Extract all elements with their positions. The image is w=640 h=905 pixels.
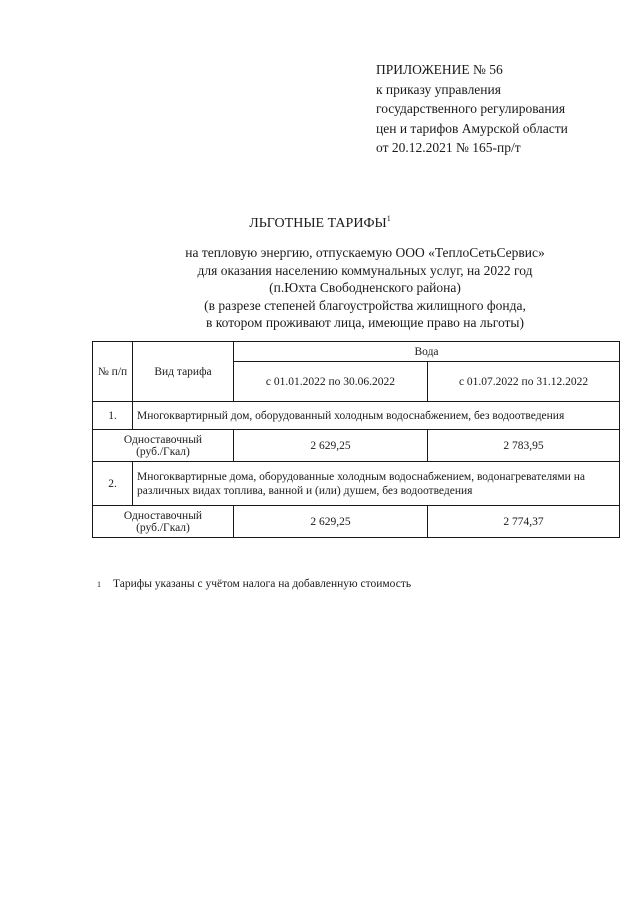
tariff-label: Одноставочный [123, 509, 203, 522]
document-title-text: ЛЬГОТНЫЕ ТАРИФЫ [249, 216, 387, 231]
title-footnote-mark: 1 [386, 214, 391, 223]
footnote-text: Тарифы указаны с учётом налога на добавленную стоимость [113, 578, 412, 590]
document-subtitle [140, 244, 590, 332]
header-period-1: с 01.01.2022 по 30.06.2022 [234, 362, 428, 402]
row-num: 2. [93, 462, 133, 506]
footnote [97, 578, 411, 590]
document-title [0, 214, 640, 232]
tariff-table [92, 341, 620, 538]
table-header-row [93, 342, 620, 362]
header-tariff-type: Вид тарифа [133, 342, 234, 402]
header-period-2: с 01.07.2022 по 31.12.2022 [428, 362, 620, 402]
tariff-label: Одноставочный [123, 433, 203, 446]
table-row [93, 462, 620, 506]
table-row [93, 402, 620, 430]
subtitle-line: на тепловую энергию, отпускаемую ООО «ТеплоСетьСервис» [185, 245, 545, 260]
appendix-line: ПРИЛОЖЕНИЕ № 56 [376, 62, 503, 77]
header-num: № п/п [93, 342, 133, 402]
tariff-value: 2 629,25 [234, 430, 428, 462]
subtitle-line: (п.Юхта Свободненского района) [269, 280, 461, 295]
table-row [93, 430, 620, 462]
appendix-block [376, 60, 568, 158]
tariff-unit: (руб./Гкал) [136, 521, 190, 534]
header-water: Вода [234, 342, 620, 362]
subtitle-line: (в разрезе степеней благоустройства жилищного фонда, [204, 297, 526, 313]
tariff-label-cell [93, 430, 234, 462]
tariff-value: 2 774,37 [428, 506, 620, 538]
tariff-label-cell [93, 506, 234, 538]
row-description: Многоквартирные дома, оборудованные холодным водоснабжением, водонагревателями на различных видах топлива, ванной и (или) душем, без водоотведения [133, 462, 620, 506]
subtitle-line: для оказания населению коммунальных услуг, на 2022 год [197, 262, 533, 278]
tariff-unit: (руб./Гкал) [136, 445, 190, 458]
appendix-line: от 20.12.2021 № 165-пр/т [376, 140, 521, 155]
footnote-mark: 1 [97, 580, 101, 589]
subtitle-line: в котором проживают лица, имеющие право на льготы) [206, 315, 524, 330]
appendix-line: цен и тарифов Амурской области [376, 120, 568, 136]
table-row [93, 506, 620, 538]
row-description: Многоквартирный дом, оборудованный холодным водоснабжением, без водоотведения [133, 402, 620, 430]
appendix-line: к приказу управления [376, 81, 501, 97]
appendix-line: государственного регулирования [376, 101, 566, 116]
tariff-value: 2 629,25 [234, 506, 428, 538]
tariff-value: 2 783,95 [428, 430, 620, 462]
row-num: 1. [93, 402, 133, 430]
